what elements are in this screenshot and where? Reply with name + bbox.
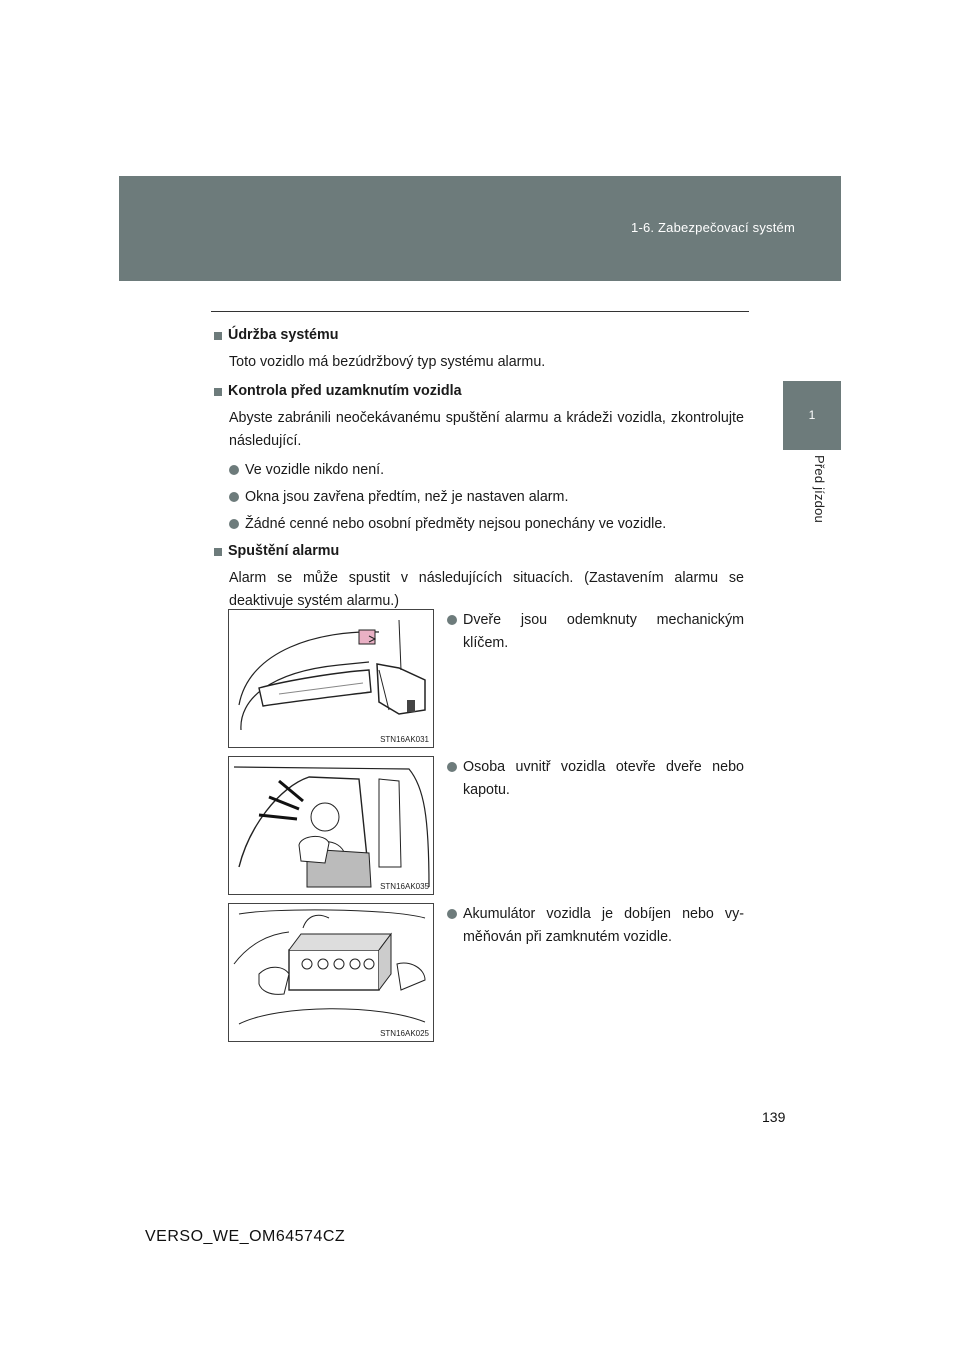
page-number: 139	[762, 1109, 786, 1125]
figure-code: STN16AK025	[380, 1029, 429, 1038]
round-bullet-icon	[229, 492, 239, 502]
round-bullet-icon	[447, 762, 457, 772]
round-bullet-icon	[447, 615, 457, 625]
main-content	[214, 324, 744, 619]
heading-text: Údržba systému	[228, 327, 339, 343]
list-item: Okna jsou zavřena předtím, než je nastaven alarm.	[229, 486, 744, 509]
figure-caption: Osoba uvnitř vozidla otevře dveře nebo kapotu.	[447, 756, 744, 802]
document-code: VERSO_WE_OM64574CZ	[145, 1228, 346, 1245]
heading-text: Kontrola před uzamknutím vozidla	[228, 383, 462, 399]
divider	[211, 311, 749, 312]
car-battery-icon	[229, 904, 433, 1041]
round-bullet-icon	[229, 465, 239, 475]
figure-code: STN16AK031	[380, 735, 429, 744]
paragraph: Alarm se může spustit v následujících situacích. (Zastavením alarmu se deaktivuje systém alarmu.)	[229, 570, 744, 609]
paragraph: Toto vozidlo má bezúdržbový typ systému alarmu.	[229, 354, 546, 370]
section-heading	[214, 540, 744, 563]
list-item: Žádné cenné nebo osobní předměty nejsou ponechány ve vozidle.	[229, 513, 744, 536]
figure-caption: Dveře jsou odemknuty mechanickým klíčem.	[447, 609, 744, 655]
figure-code: STN16AK035	[380, 882, 429, 891]
square-bullet-icon	[214, 388, 222, 396]
list-item: Ve vozidle nikdo není.	[229, 459, 744, 482]
chapter-label: Před jízdou	[812, 455, 827, 523]
heading-text: Spuštění alarmu	[228, 543, 340, 559]
square-bullet-icon	[214, 332, 222, 340]
battery-illustration	[228, 903, 434, 1042]
chapter-tab[interactable]: 1	[783, 381, 841, 450]
paragraph: Abyste zabránili neočekávanému spuštění alarmu a krádeži vozidla, zkontrolujte následující.	[229, 410, 744, 449]
section-heading	[214, 324, 744, 347]
section-title: 1-6. Zabezpečovací systém	[631, 220, 795, 235]
square-bullet-icon	[214, 548, 222, 556]
round-bullet-icon	[229, 519, 239, 529]
person-opening-door-icon	[229, 757, 433, 894]
header-band	[119, 176, 841, 281]
round-bullet-icon	[447, 909, 457, 919]
person-door-illustration	[228, 756, 434, 895]
section-heading	[214, 380, 744, 403]
figure-caption: Akumulátor vozidla je dobíjen nebo vyměňován při zamknutém vozidle.	[447, 903, 744, 949]
door-handle-key-icon	[229, 610, 433, 747]
door-key-illustration	[228, 609, 434, 748]
